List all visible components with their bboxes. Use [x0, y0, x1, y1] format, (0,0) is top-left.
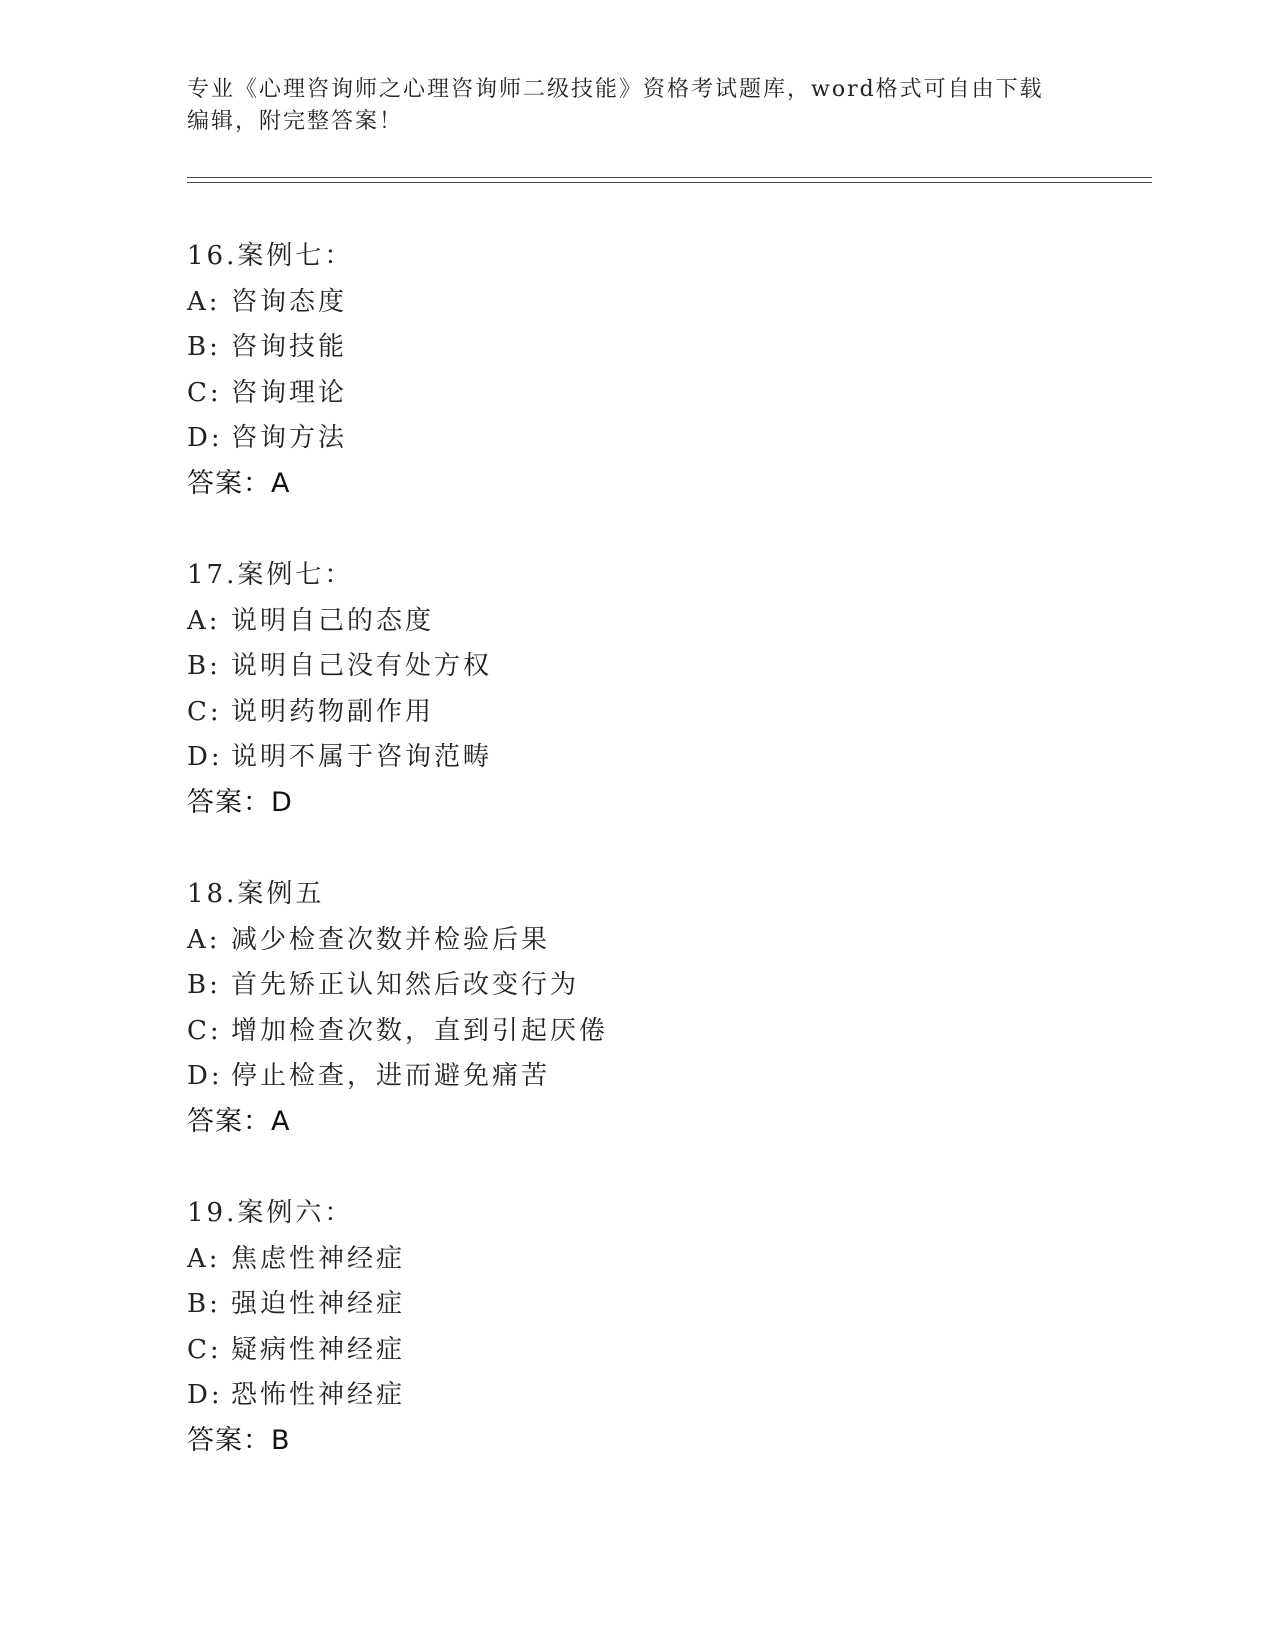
option-text: 咨询态度: [231, 286, 348, 317]
option-b: [187, 1284, 1147, 1330]
option-text: 咨询方法: [231, 423, 348, 453]
option-key: D:: [187, 1061, 223, 1091]
option-d: [187, 737, 1147, 783]
option-key: C:: [187, 696, 222, 727]
option-b: [187, 646, 1147, 692]
question-stem: 19.案例六：: [187, 1198, 354, 1228]
option-text: 咨询技能: [231, 332, 348, 362]
option-b: [187, 327, 1147, 373]
header-divider-bottom: [187, 182, 1152, 183]
question-stem: 17.案例七：: [187, 560, 354, 590]
option-text: 疑病性神经症: [231, 1334, 406, 1365]
answer-line: 答案：B: [187, 1424, 291, 1456]
question-stem: 16.案例七：: [187, 241, 354, 271]
answer-line: 答案：A: [187, 1105, 291, 1137]
answer-line: 答案：D: [187, 786, 293, 818]
document-header: [187, 74, 1067, 138]
option-key: D:: [187, 742, 223, 772]
option-text: 强迫性神经症: [231, 1289, 406, 1319]
option-key: C:: [187, 1334, 222, 1365]
question-stem: 18.案例五: [187, 879, 325, 909]
option-a: [187, 601, 1147, 647]
option-a: [187, 282, 1147, 328]
option-c: [187, 1330, 1147, 1376]
option-key: D:: [187, 423, 223, 453]
option-key: D:: [187, 1380, 223, 1410]
option-c: [187, 1011, 1147, 1057]
option-key: B:: [187, 651, 221, 681]
answer-line: 答案：A: [187, 467, 291, 499]
option-text: 首先矫正认知然后改变行为: [231, 970, 580, 1000]
option-key: C:: [187, 377, 222, 408]
header-divider-top: [187, 177, 1152, 178]
option-d: [187, 1375, 1147, 1421]
option-text: 增加检查次数，直到引起厌倦: [231, 1015, 609, 1046]
option-key: C:: [187, 1015, 222, 1046]
option-text: 咨询理论: [231, 377, 348, 408]
question-19: [187, 1193, 1147, 1512]
option-key: B:: [187, 1289, 221, 1319]
header-line-2: 编辑，附完整答案！: [187, 109, 404, 134]
question-list: [187, 236, 1147, 1512]
option-c: [187, 373, 1147, 419]
option-a: [187, 920, 1147, 966]
option-text: 停止检查，进而避免痛苦: [231, 1061, 551, 1091]
option-key: A:: [187, 1243, 221, 1274]
option-c: [187, 692, 1147, 738]
option-text: 减少检查次数并检验后果: [231, 924, 551, 955]
question-16: [187, 236, 1147, 555]
option-key: B:: [187, 332, 221, 362]
option-a: [187, 1239, 1147, 1285]
option-d: [187, 1056, 1147, 1102]
option-key: A:: [187, 924, 221, 955]
option-key: B:: [187, 970, 221, 1000]
option-d: [187, 418, 1147, 464]
option-key: A:: [187, 605, 221, 636]
option-b: [187, 965, 1147, 1011]
question-17: [187, 555, 1147, 874]
option-text: 说明自己的态度: [231, 605, 435, 636]
option-text: 说明自己没有处方权: [231, 651, 493, 681]
question-18: [187, 874, 1147, 1193]
option-text: 说明不属于咨询范畴: [231, 742, 493, 772]
option-key: A:: [187, 286, 221, 317]
header-line-1: 专业《心理咨询师之心理咨询师二级技能》资格考试题库，word格式可自由下载: [187, 77, 1044, 102]
option-text: 恐怖性神经症: [231, 1380, 406, 1410]
option-text: 说明药物副作用: [231, 696, 435, 727]
option-text: 焦虑性神经症: [231, 1243, 406, 1274]
